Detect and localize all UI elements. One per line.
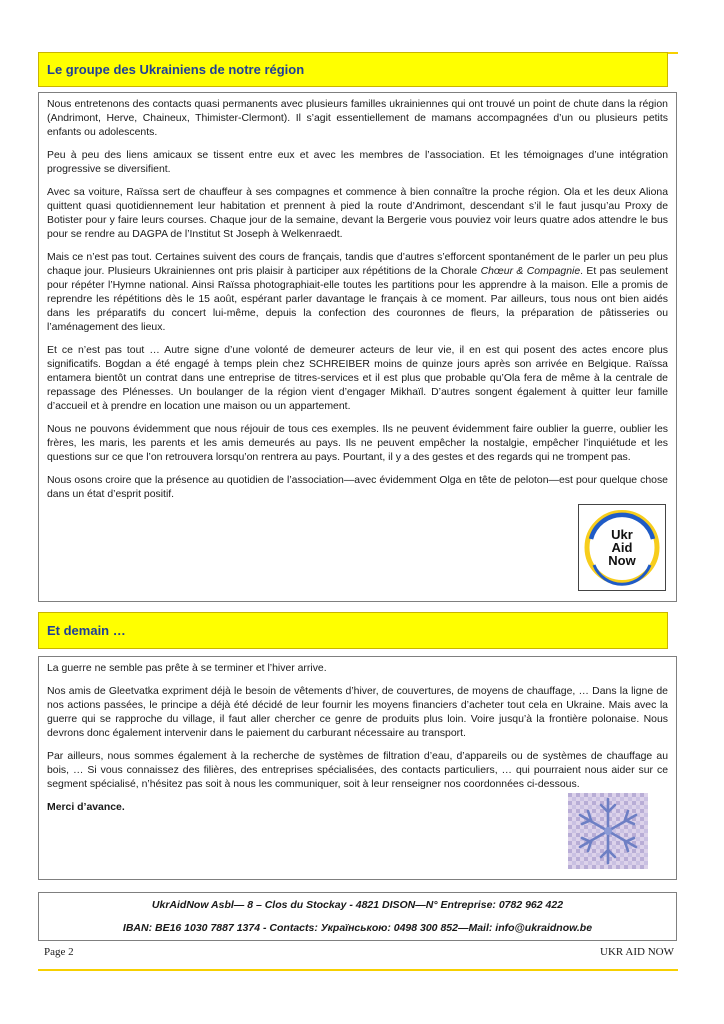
logo-text: Ukr Aid Now (608, 527, 636, 568)
text-run: . Et pas seulement pour répéter l’Hymne national. Ainsi Raïssa photographiait-elle toutes les partitions pour les apprendre à la maison. Elle a promis de reprendre les répétitions dès le 15 août, espérant parler davantage le français à ce moment. Par ailleurs, tous nous ont bien aidés dans les préparatifs du concert lui-même, depuis la confection des couronnes de fleurs, la préparation de pâtisseries ou l’aménagement des lieux. (47, 266, 668, 333)
paragraph: Peu à peu des liens amicaux se tissent entre eux et avec les membres de l’association. Et les témoignages d’une intégration progressive se diversifient. (47, 150, 668, 175)
paragraph: Par ailleurs, nous sommes également à la recherche de systèmes de filtration d’eau, d’appareils ou de systèmes de chauffage au bois, … Si vous connaissez des filières, des entreprises spécialisées, des contacts particuliers, … qui pourraient nous aider sur ce segment spécialisé, n’hésitez pas soit à nous les communiquer, soit à leur renseigner nos coordonnées ci-dessous. (47, 751, 668, 790)
section-header-tomorrow (38, 612, 668, 649)
page-number: Page 2 (44, 946, 74, 958)
paragraph: Nous ne pouvons évidemment que nous réjouir de tous ces exemples. Ils ne peuvent évidemment faire oublier la guerre, oublier les frères, les maris, les parents et les amis demeurés au pays. Ils ne peuvent empêcher la nostalgie, empêcher l’inquiétude et les questions sur ce que l’on retrouvera lorsqu’on rentrera au pays. Pourtant, il y a des gestes et des regards qui ne trompent pas. (47, 424, 668, 463)
contact-footer (38, 892, 677, 941)
choir-name: Chœur & Compagnie (480, 266, 581, 277)
tomorrow-article-box (38, 656, 677, 880)
section-title: Le groupe des Ukrainiens de notre région (47, 62, 305, 77)
paragraph: La guerre ne semble pas prête à se terminer et l’hiver arrive. (47, 663, 327, 674)
paragraph: Et ce n’est pas tout … Autre signe d’une volonté de demeurer acteurs de leur vie, il en est qui posent des actes encore plus significatifs. Bogdan a été engagé à temps plein chez SCHREIBER moins de quinze jours après son arrivée en Belgique. Raïssa entamera bientôt un contrat dans une entreprise de titres-services et il est plus que probable qu’Ola fera de même à la centrale de repassage des Plénesses. Un boulanger de la région vient d’engager Mikhaïl. D’autres songent également à quitter leur famille d’accueil et à prendre en location une maison ou un appartement. (47, 345, 668, 412)
section-title: Et demain … (47, 623, 126, 638)
ukraidnow-logo (578, 504, 666, 591)
footer-address: UkrAidNow Asbl— 8 – Clos du Stockay - 4821 DISON—N° Entreprise: 0782 962 422 (151, 899, 564, 911)
ukrainians-article-box (38, 92, 677, 602)
paragraph: Nous osons croire que la présence au quotidien de l’association—avec évidemment Olga en tête de peloton—est pour quelque chose dans un état d’esprit positif. (47, 475, 668, 500)
paragraph: Nous entretenons des contacts quasi permanents avec plusieurs familles ukrainiennes qui ont trouvé un point de chute dans la région (Andrimont, Herve, Chaineux, Thimister-Clermont). Il s’agit essentiellement de mamans accompagnées d’un ou plusieurs petits enfants ou adolescents. (47, 99, 668, 138)
footer-contacts: IBAN: BE16 1030 7887 1374 - Contacts: Українською: 0498 300 852—Mail: info@ukraidnow.be (122, 922, 593, 934)
text-run: Mais ce n’est pas tout. Certaines suivent des cours de français, tandis que d’autres s’efforcent spontanément de le parler un peu plus chaque jour. Plusieurs Ukrainiennes ont pris plaisir à participer aux répétitions de la Chorale (47, 252, 668, 277)
paragraph: Avec sa voiture, Raïssa sert de chauffeur à ses compagnes et commence à bien connaître la proche région. Ola et les deux Aliona quittent quasi quotidiennement leur habitation et prennent à pied la route d’Andrimont, descendant s’il le faut jusqu’au Proxy de Botister pour y faire leurs courses. Chaque jour de la semaine, devant la Bergerie vous pouviez voir leurs quatre ados attendre le bus pour se rendre au DAGPA de l’Institut St Joseph à Welkenraedt. (47, 187, 668, 240)
section-header-ukrainians (38, 52, 668, 87)
paragraph: Nos amis de Gleetvatka expriment déjà le besoin de vêtements d’hiver, de couvertures, de moyens de chauffage, … Dans la ligne de nos actions passées, le principe a déjà été décidé de leur fournir les moyens financiers d’acheter tout cela en Ukraine. Mais avec la guerre qui se rapproche du village, il faut aller chercher ce genre de produits plus loin. Voire jusqu’à la frontière polonaise. Nous devrons donc également intervenir dans le paiement du carburant nécessaire au transport. (47, 686, 668, 739)
snowflake-icon (568, 793, 648, 869)
brand-label: UKR AID NOW (600, 946, 674, 958)
bottom-accent-rule (38, 969, 678, 971)
closing-line: Merci d’avance. (47, 802, 125, 813)
paragraph (47, 251, 668, 335)
